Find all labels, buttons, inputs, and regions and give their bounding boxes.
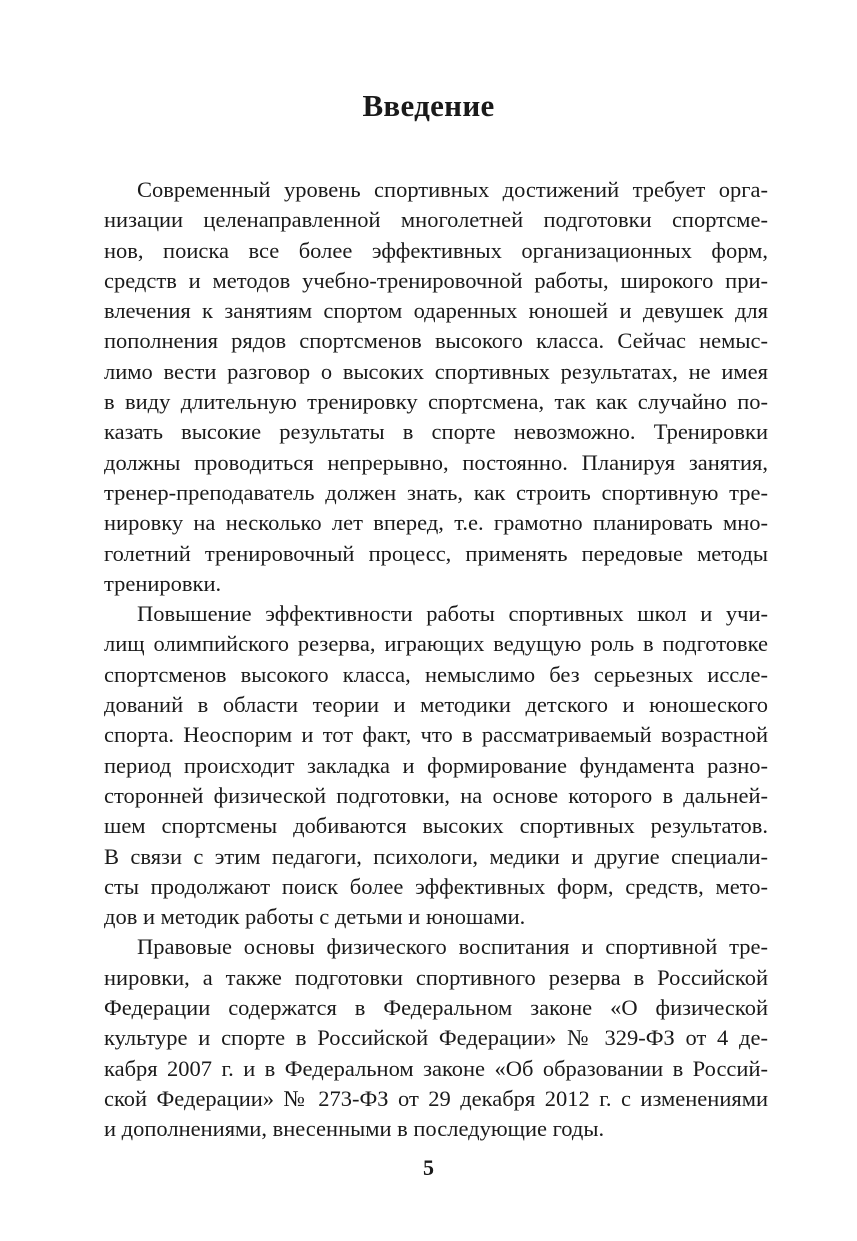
- paragraph-1: [104, 175, 768, 599]
- page-number: 5: [423, 1155, 434, 1180]
- text-line: спорта. Неоспорим и тот факт, что в рассматриваемый возрастной: [104, 722, 768, 748]
- text-line: казать высокие результаты в спорте невозможно. Тренировки: [104, 419, 768, 445]
- paragraph-3: [104, 932, 768, 1144]
- text-line: пополнения рядов спортсменов высокого класса. Сейчас немыс-: [104, 328, 768, 354]
- page-title: Введение: [362, 88, 495, 123]
- text-line: Федерации содержатся в Федеральном законе «О физической: [104, 995, 768, 1021]
- text-line: шем спортсмены добиваются высоких спортивных результатов.: [104, 813, 768, 839]
- text-line: ской Федерации» № 273-ФЗ от 29 декабря 2012 г. с изменениями: [104, 1085, 768, 1111]
- text-line: тренер-преподаватель должен знать, как строить спортивную тре-: [104, 479, 768, 505]
- text-line: сты продолжают поиск более эффективных форм, средств, мето-: [104, 873, 768, 899]
- text-line: Правовые основы физического воспитания и спортивной тре-: [137, 934, 768, 960]
- text-line: кабря 2007 г. и в Федеральном законе «Об образовании в Россий-: [104, 1055, 768, 1081]
- text-line: нировки, а также подготовки спортивного резерва в Российской: [104, 964, 768, 990]
- text-line: низации целенаправленной многолетней подготовки спортсме-: [104, 207, 768, 233]
- text-line: В связи с этим педагоги, психологи, медики и другие специали-: [104, 843, 768, 869]
- text-line: лимо вести разговор о высоких спортивных результатах, не имея: [104, 358, 768, 384]
- text-line: нировку на несколько лет вперед, т.е. грамотно планировать мно-: [104, 510, 768, 536]
- text-line: в виду длительную тренировку спортсмена, так как случайно по-: [104, 389, 768, 415]
- paragraph-2: [104, 599, 768, 932]
- text-line: период происходит закладка и формирование фундамента разно-: [104, 752, 768, 778]
- text-line: Повышение эффективности работы спортивных школ и учи-: [137, 601, 768, 627]
- text-line: культуре и спорте в Российской Федерации» № 329-ФЗ от 4 де-: [104, 1025, 768, 1051]
- text-line: должны проводиться непрерывно, постоянно. Планируя занятия,: [104, 449, 768, 475]
- text-line: спортсменов высокого класса, немыслимо без серьезных иссле-: [104, 661, 768, 687]
- text-line: нов, поиска все более эффективных организационных форм,: [104, 237, 768, 263]
- text-line: дов и методик работы с детьми и юношами.: [104, 904, 526, 930]
- text-line: дований в области теории и методики детского и юношеского: [104, 692, 768, 718]
- text-line: сторонней физической подготовки, на основе которого в дальней-: [104, 782, 768, 808]
- body-text: [104, 175, 768, 1145]
- text-line: лищ олимпийского резерва, играющих ведущую роль в подготовке: [104, 631, 768, 657]
- text-line: влечения к занятиям спортом одаренных юношей и девушек для: [104, 298, 768, 324]
- text-line: Современный уровень спортивных достижений требует орга-: [137, 177, 768, 202]
- text-line: тренировки.: [104, 570, 222, 596]
- text-line: и дополнениями, внесенными в последующие годы.: [104, 1116, 605, 1142]
- text-line: голетний тренировочный процесс, применять передовые методы: [104, 540, 768, 566]
- text-line: средств и методов учебно-тренировочной работы, широкого при-: [104, 267, 768, 293]
